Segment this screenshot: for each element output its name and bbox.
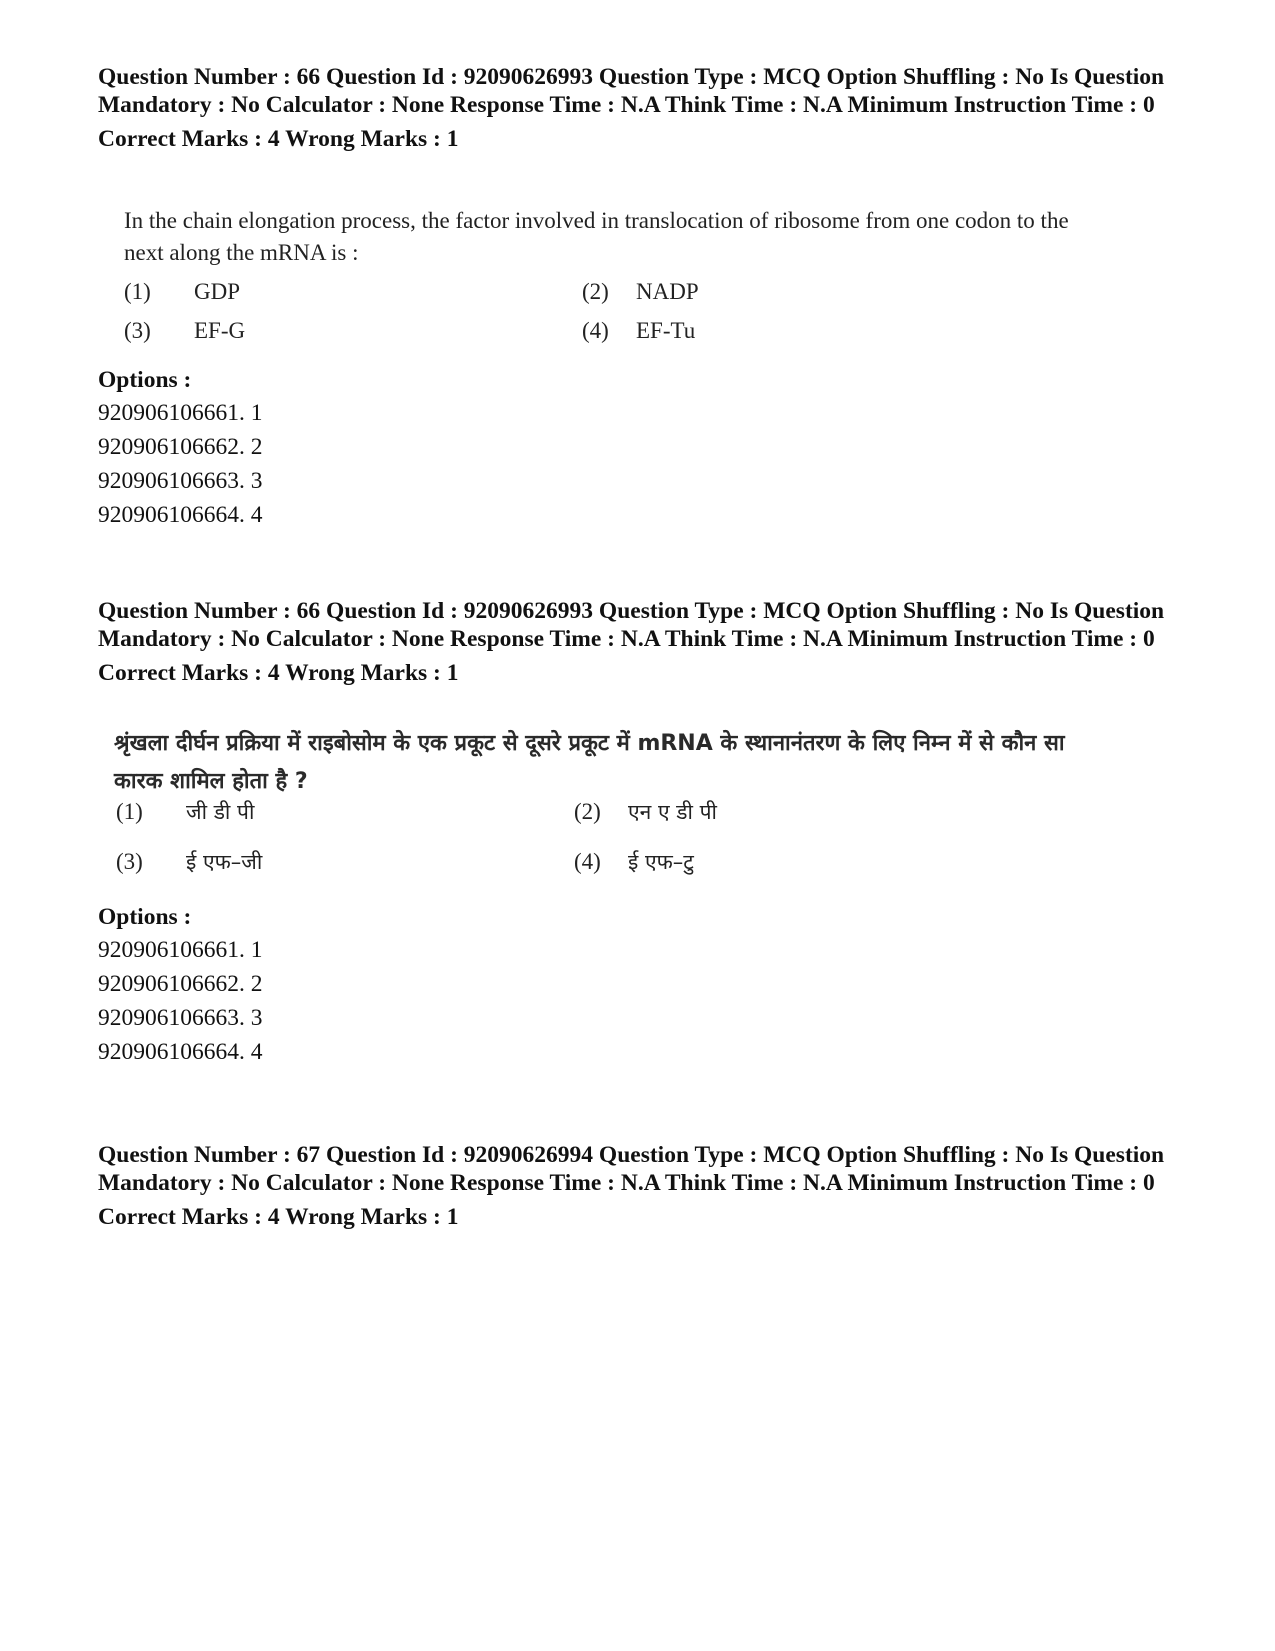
choice-number: (3): [116, 849, 143, 874]
choice-4: [574, 847, 694, 877]
option-item: 920906106662. 2: [98, 971, 263, 997]
choice-number: (3): [124, 318, 151, 343]
options-label: Options :: [98, 367, 192, 393]
choice-2: [574, 797, 717, 827]
question-meta: Question Number : 67 Question Id : 92090626994 Question Type : MCQ Option Shuffling : No Is Question Mandatory : No Calculator : None Response Time : N.A Think Time : N.A Minimum Instruction Time : 0: [98, 1142, 1165, 1196]
choice-number: (1): [116, 799, 143, 824]
choice-text: NADP: [636, 279, 699, 304]
choice-3: [116, 847, 262, 877]
choice-text: ई एफ–टु: [628, 850, 694, 874]
question-meta: Question Number : 66 Question Id : 92090626993 Question Type : MCQ Option Shuffling : No Is Question Mandatory : No Calculator : None Response Time : N.A Think Time : N.A Minimum Instruction Time : 0: [98, 598, 1165, 652]
choice-text: एन ए डी पी: [628, 800, 717, 824]
option-item: 920906106661. 1: [98, 400, 263, 426]
question-marks: Correct Marks : 4 Wrong Marks : 1: [98, 126, 459, 152]
option-list: [98, 396, 263, 532]
choice-text: GDP: [194, 279, 241, 304]
option-item: 920906106663. 3: [98, 1005, 263, 1031]
options-label: Options :: [98, 904, 192, 930]
option-item: 920906106661. 1: [98, 937, 263, 963]
choice-1: [116, 797, 254, 827]
option-item: 920906106662. 2: [98, 434, 263, 460]
question-block-66-english: [98, 63, 1178, 543]
choice-1: [124, 277, 240, 307]
question-text: श्रृंखला दीर्घन प्रक्रिया में राइबोसोम के एक प्रकूट से दूसरे प्रकूट में mRNA के स्थानानंतरण के लिए निम्न में से कौन सा कारक शामिल होता है ?: [114, 731, 1065, 794]
choice-number: (2): [582, 279, 609, 304]
choice-number: (1): [124, 279, 151, 304]
question-marks: Correct Marks : 4 Wrong Marks : 1: [98, 1204, 459, 1230]
choice-2: [582, 277, 699, 307]
choice-text: जी डी पी: [186, 800, 255, 824]
choice-number: (4): [582, 318, 609, 343]
choice-number: (2): [574, 799, 601, 824]
option-list: [98, 933, 263, 1069]
choice-number: (4): [574, 849, 601, 874]
option-item: 920906106664. 4: [98, 1039, 263, 1065]
choice-3: [124, 316, 245, 346]
choice-text: EF-Tu: [636, 318, 696, 343]
choice-text: EF-G: [194, 318, 246, 343]
question-marks: Correct Marks : 4 Wrong Marks : 1: [98, 660, 459, 686]
question-block-66-hindi: [98, 597, 1178, 1087]
question-meta: Question Number : 66 Question Id : 92090626993 Question Type : MCQ Option Shuffling : No Is Question Mandatory : No Calculator : None Response Time : N.A Think Time : N.A Minimum Instruction Time : 0: [98, 64, 1165, 118]
option-item: 920906106664. 4: [98, 502, 263, 528]
question-text: In the chain elongation process, the factor involved in translocation of ribosome from one codon to the next along the mRNA is :: [124, 208, 1069, 265]
choice-text: ई एफ–जी: [186, 850, 263, 874]
option-item: 920906106663. 3: [98, 468, 263, 494]
question-block-67: [98, 1141, 1178, 1281]
choice-4: [582, 316, 695, 346]
